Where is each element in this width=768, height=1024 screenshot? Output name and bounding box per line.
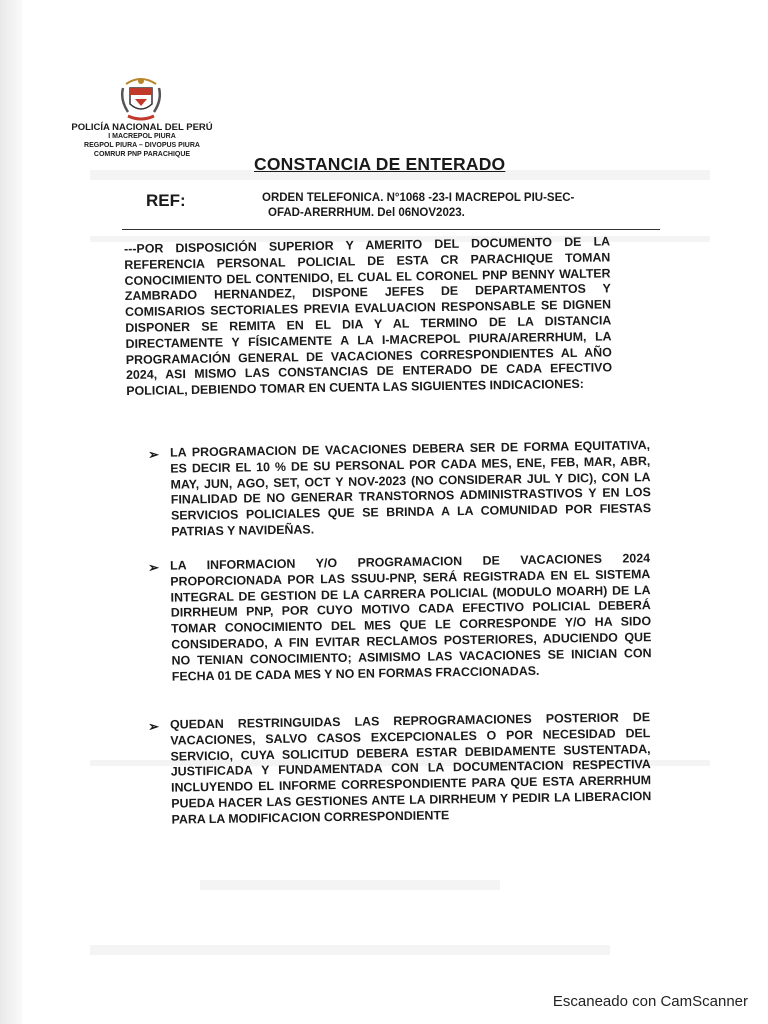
- scanner-watermark: Escaneado con CamScanner: [552, 993, 748, 1010]
- unit-line: COMRUR PNP PARACHIQUE: [93, 151, 191, 158]
- divider: [122, 229, 660, 230]
- ref-line: OFAD-ARERRHUM. Del 06NOV2023.: [268, 207, 465, 219]
- intro-paragraph: ---POR DISPOSICIÓN SUPERIOR Y AMERITO DEL DOCUMENTO DE LA REFERENCIA PERSONAL POLICIAL DE ESTA CR PARACHIQUE TOMAN CONOCIMIENTO DEL CONTENIDO, EL CUAL EL CORONEL PNP BENNY WALTER ZAMBRADO HERNANDEZ, DISPONE JEFES DE DEPARTAMENTOS Y COMISARIOS SECTORIALES PREVIA EVALUACION RESPONSABLE SE DIGNEN DISPONER SE REMITA EN EL DIA Y AL TERMINO DE LA DISTANCIA DIRECTAMENTE Y FÍSICAMENTE A LA I-MACREPOL PIURA/ARERRHUM, LA PROGRAMACIÓN GENERAL DE VACACIONES CORRESPONDIENTES AL AÑO 2024, ASI MISMO LAS CONSTANCIAS DE ENTERADO DE CADA EFECTIVO POLICIAL, DEBIENDO TOMAR EN CUENTA LAS SIGUIENTES INDICACIONES:: [124, 234, 613, 399]
- institution-header: [62, 123, 222, 159]
- list-item: [148, 710, 652, 828]
- list-item-text: QUEDAN RESTRINGUIDAS LAS REPROGRAMACIONES POSTERIOR DE VACACIONES, SALVO CASOS EXCEPCIONALES O POR NECESIDAD DEL SERVICIO, CUYA SOLICITUD DEBERA ESTAR DEBIDAMENTE SUSTENTADA, JUSTIFICADA Y FUNDAMENTADA CON LA DOCUMENTACION RESPECTIVA INCLUYENDO EL INFORME CORRESPONDIENTE PARA QUE ESTA ARERRHUM PUEDA HACER LAS GESTIONES ANTE LA DIRRHEUM Y PEDIR LA LIBERACION PARA LA MODIFICACION CORRESPONDIENTE: [169, 710, 652, 827]
- list-item-text: LA PROGRAMACION DE VACACIONES DEBERA SER DE FORMA EQUITATIVA, ES DECIR EL 10 % DE SU PERSONAL POR CADA MES, ENE, FEB, MAR, ABR, MAY, JUN, AGO, SET, OCT Y NOV-2023 (NO CONSIDERAR JUL Y DIC), CON LA FINALIDAD DE NO GENERAR TRANSTORNOS ADMINISTRASTIVOS Y EN LOS SERVICIOS POLICIALES QUE SE BRINDA A LA COMUNIDAD POR FIESTAS PATRIAS Y NAVIDEÑAS.: [169, 438, 652, 539]
- list-item: [148, 551, 652, 685]
- institution-name: POLICÍA NACIONAL DEL PERÚ: [71, 122, 213, 133]
- list-item-text: LA INFORMACION Y/O PROGRAMACION DE VACACIONES 2024 PROPORCIONADA POR LAS SSUU-PNP, SERÁ REGISTRADA EN EL SISTEMA INTEGRAL DE GESTION DE LA CARRERA POLICIAL (MODULO MOARH) DE LA DIRRHEUM PNP, POR CUYO MOTIVO CADA EFECTIVO POLICIAL DEBERÁ TOMAR CONOCIMIENTO DEL MES QUE LE CORRESPONDE Y/O HA SIDO CONSIDERADO, A FIN EVITAR RECLAMOS POSTERIORES, ADUCIENDO QUE NO TENIAN CONOCIMIENTO; ASIMISMO LAS VACACIONES SE INICIAN CON FECHA 01 DE CADA MES Y NO EN FORMAS FRACCIONADAS.: [169, 551, 652, 684]
- document-title: CONSTANCIA DE ENTERADO: [254, 154, 506, 174]
- ref-line: ORDEN TELEFONICA. N°1068 -23-I MACREPOL PIU-SEC-: [262, 192, 575, 204]
- police-crest-icon: [118, 72, 164, 122]
- scan-shadow-edge: [0, 0, 22, 1024]
- bleed-through-band: [90, 945, 610, 955]
- bleed-through-band: [200, 880, 500, 890]
- arrow-bullet-icon: ➢: [148, 446, 160, 462]
- unit-line: REGPOL PIURA – DIVOPUS PIURA: [84, 142, 200, 149]
- unit-line: I MACREPOL PIURA: [108, 133, 176, 140]
- arrow-bullet-icon: ➢: [148, 559, 160, 575]
- ref-label: REF:: [146, 191, 186, 210]
- arrow-bullet-icon: ➢: [148, 718, 160, 734]
- ref-text: [262, 191, 632, 221]
- list-item: [148, 438, 651, 541]
